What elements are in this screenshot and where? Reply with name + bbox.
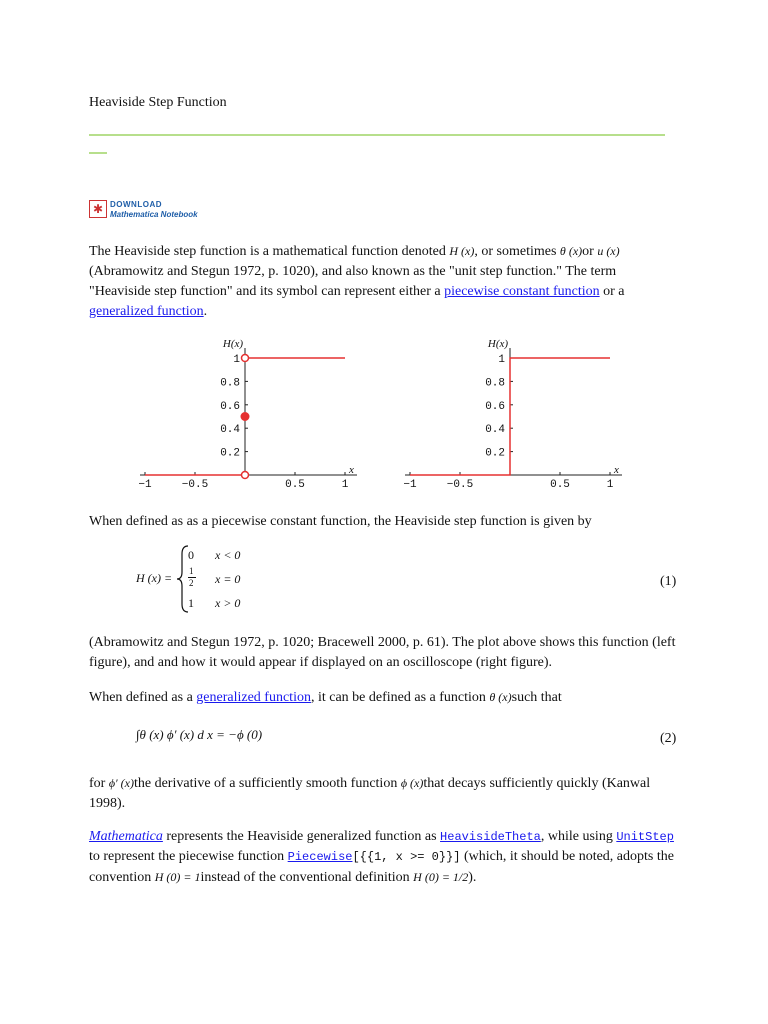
eq1-row1-condition: x < 0	[215, 548, 241, 562]
link-unitstep[interactable]: UnitStep	[616, 830, 674, 844]
references-paragraph: (Abramowitz and Stegun 1972, p. 1020; Bracewell 2000, p. 61). The plot above shows this function (left figure), and and how it would appear if displayed on an oscilloscope (right figure).	[89, 635, 676, 670]
x-axis-label: x	[614, 464, 619, 476]
eq1-row2-numerator: 1	[189, 566, 194, 576]
eq1-row3-value: 1	[188, 596, 194, 610]
download-notebook-button[interactable]	[89, 200, 198, 220]
eq1-row2-denominator: 2	[189, 578, 194, 588]
y-tick-label: 0.2	[485, 447, 505, 460]
eq1-row2-condition: x = 0	[215, 572, 241, 586]
eq1-row1-value: 0	[188, 548, 194, 562]
math-ux: u (x)	[597, 244, 620, 258]
eq1-row3-condition: x > 0	[215, 596, 241, 610]
mathematica-paragraph: Mathematica represents the Heaviside generalized function as HeavisideTheta, while using UnitStep to represent the piecewise function Piecewise[{{1, x >= 0}}] (which, it should be noted, adopts the convention H (0) = 1instead of the conventional definition H (0) = 1/2).	[89, 829, 674, 885]
math-phi-prime: ϕ′ (x)	[108, 776, 134, 790]
x-tick-label: −1	[403, 479, 417, 491]
open-point	[242, 472, 249, 479]
eq2-expression: ∫θ (x) ϕ′ (x) d x = −ϕ (0)	[136, 727, 263, 742]
y-tick-label: 0.4	[220, 424, 240, 437]
y-axis-label: H(x)	[487, 338, 509, 350]
eq1-lhs: H (x) =	[136, 571, 173, 585]
page-title: Heaviside Step Function	[89, 95, 227, 110]
y-tick-label: 0.8	[220, 377, 240, 390]
link-piecewise[interactable]: Piecewise	[287, 850, 353, 864]
y-tick-label: 0.4	[485, 424, 505, 437]
plot-right	[405, 330, 630, 495]
download-label: DOWNLOAD	[110, 200, 162, 209]
x-tick-label: 1	[341, 479, 349, 491]
piecewise-paragraph: When defined as as a piecewise constant function, the Heaviside step function is given by	[89, 514, 592, 529]
y-tick-label: 1	[498, 354, 505, 366]
x-tick-label: −0.5	[446, 479, 474, 491]
y-tick-label: 0.8	[485, 377, 505, 390]
link-piecewise-constant-function[interactable]: piecewise constant function	[444, 284, 600, 299]
x-tick-label: 1	[606, 479, 614, 491]
y-axis-label: H(x)	[222, 338, 244, 350]
math-Hx: H (x)	[449, 244, 475, 258]
link-heavisidetheta[interactable]: HeavisideTheta	[440, 830, 541, 844]
x-axis-label: x	[349, 464, 354, 476]
x-tick-label: 0.5	[550, 479, 570, 491]
link-generalized-function[interactable]: generalized function	[89, 304, 204, 319]
x-tick-label: 0.5	[285, 479, 305, 491]
filled-point	[241, 413, 249, 421]
header-divider	[89, 134, 665, 136]
mathematica-icon: ✱	[89, 200, 107, 218]
series-line	[410, 358, 610, 475]
math-theta-x: θ (x)	[559, 244, 583, 258]
smooth-function-paragraph: for ϕ′ (x)the derivative of a sufficiently smooth function ϕ (x)that decays sufficiently quickly (Kanwal 1998).	[89, 776, 651, 811]
y-tick-label: 0.6	[220, 400, 240, 413]
eq2-number: (2)	[660, 731, 677, 746]
piecewise-code: [{{1, x >= 0}}]	[352, 850, 461, 864]
math-phi: ϕ (x)	[400, 776, 424, 790]
link-generalized-function-2[interactable]: generalized function	[196, 690, 311, 705]
x-tick-label: −0.5	[181, 479, 209, 491]
header-divider-stub	[89, 152, 107, 154]
y-tick-label: 0.2	[220, 447, 240, 460]
intro-paragraph: The Heaviside step function is a mathematical function denoted H (x), or sometimes θ (x)or u (x) (Abramowitz and Stegun 1972, p. 1020), and also known as the "unit step function." The term "Heaviside step function" and its symbol can represent either a piecewise constant function or a generalized function.	[89, 244, 625, 319]
y-tick-label: 0.6	[485, 400, 505, 413]
download-sublabel: Mathematica Notebook	[110, 210, 198, 219]
math-H0-eq-1: H (0) = 1	[154, 870, 201, 884]
math-H0-eq-half: H (0) = 1/2	[413, 870, 469, 884]
link-mathematica[interactable]: Mathematica	[89, 829, 163, 844]
open-point	[242, 355, 249, 362]
generalized-paragraph: When defined as a generalized function, it can be defined as a function θ (x)such that	[89, 690, 562, 705]
plot-left	[140, 330, 365, 495]
eq1-number: (1)	[660, 574, 677, 589]
math-theta-x-2: θ (x)	[489, 690, 512, 704]
x-tick-label: −1	[138, 479, 152, 491]
y-tick-label: 1	[233, 354, 240, 366]
